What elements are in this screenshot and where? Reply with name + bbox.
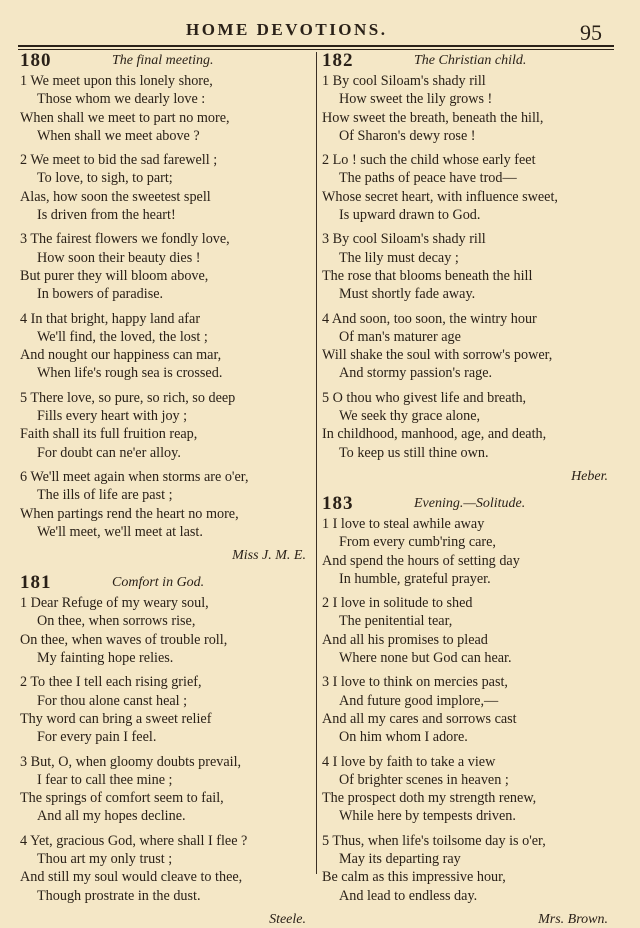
left-column: [20, 52, 310, 928]
verse-line: And future good implore,—: [339, 692, 499, 709]
verse-line: In childhood, manhood, age, and death,: [322, 426, 547, 443]
verse-line: In humble, grateful prayer.: [339, 570, 491, 587]
verse-line: The prospect doth my strength renew,: [322, 790, 537, 807]
verse-line: In bowers of paradise.: [37, 286, 164, 303]
verse-line: Where none but God can hear.: [339, 650, 512, 667]
verse-line: 4 I love by faith to take a view: [322, 753, 496, 770]
hymn: [20, 574, 310, 928]
hymn-author: Mrs. Brown.: [538, 911, 608, 927]
verse-line: The lily must decay ;: [339, 249, 459, 266]
verse: [20, 673, 310, 746]
verse-line: On thee, when waves of trouble roll,: [20, 631, 228, 648]
verse: [322, 515, 612, 588]
page-number: 95: [580, 20, 602, 45]
verse-line: Of Sharon's dewy rose !: [339, 127, 476, 144]
verse-line: Must shortly fade away.: [339, 286, 476, 303]
verse-line: To love, to sigh, to part;: [37, 170, 173, 187]
verse-line: While here by tempests driven.: [339, 808, 516, 825]
verse-line: I fear to call thee mine ;: [37, 771, 173, 788]
verse-line: 2 I love in solitude to shed: [322, 595, 473, 612]
verse-line: 5 O thou who givest life and breath,: [322, 389, 527, 406]
verse: [322, 594, 612, 667]
hymn: [20, 52, 310, 564]
verse-line: 1 Dear Refuge of my weary soul,: [20, 595, 209, 612]
verse-line: May its departing ray: [339, 850, 461, 867]
verse-line: Faith shall its full fruition reap,: [20, 426, 198, 443]
verse: [322, 151, 612, 224]
verse: [20, 230, 310, 303]
hymn-number: 180: [20, 50, 52, 71]
verse-line: My fainting hope relies.: [37, 650, 174, 667]
verse-line: And all my cares and sorrows cast: [322, 710, 517, 727]
verse-line: When partings rend the heart no more,: [20, 505, 239, 522]
verse-line: 1 By cool Siloam's shady rill: [322, 73, 486, 89]
verse-line: And all his promises to plead: [322, 631, 488, 648]
verse-line: Of man's maturer age: [339, 328, 461, 345]
hymn: [322, 492, 612, 928]
hymn-heading: [322, 52, 612, 72]
verse: [322, 230, 612, 303]
verse-line: 2 To thee I tell each rising grief,: [20, 674, 202, 691]
verse-line: How sweet the lily grows !: [339, 91, 493, 108]
verse-line: Of brighter scenes in heaven ;: [339, 771, 509, 788]
verse-line: How sweet the breath, beneath the hill,: [322, 109, 544, 126]
verse-line: Be calm as this impressive hour,: [322, 869, 506, 886]
hymn-number: 181: [20, 572, 52, 594]
verse-line: 6 We'll meet again when storms are o'er,: [20, 468, 249, 485]
page-header: [0, 0, 640, 50]
verse-line: From every cumb'ring care,: [339, 534, 496, 551]
verse-line: We seek thy grace alone,: [339, 408, 481, 425]
verse-line: And nought our happiness can mar,: [20, 347, 222, 364]
verse-line: And stormy passion's rage.: [339, 365, 493, 382]
hymn-heading: [20, 574, 310, 594]
verse: [20, 72, 310, 145]
verse-line: And still my soul would cleave to thee,: [20, 869, 243, 886]
verse-line: Thy word can bring a sweet relief: [20, 710, 212, 727]
verse: [20, 151, 310, 224]
verse-line: On him whom I adore.: [339, 729, 468, 746]
verse: [20, 753, 310, 826]
verse-line: When shall we meet to part no more,: [20, 109, 230, 126]
verse-line: Is upward drawn to God.: [339, 207, 481, 224]
verse-line: 4 Yet, gracious God, where shall I flee ?: [20, 832, 248, 849]
verse: [322, 753, 612, 826]
verse-line: And lead to endless day.: [339, 887, 478, 904]
verse-line: 3 The fairest flowers we fondly love,: [20, 231, 230, 248]
verse: [20, 594, 310, 667]
verse-line: 3 I love to think on mercies past,: [322, 674, 508, 691]
verse-line: Thou art my only trust ;: [37, 850, 173, 867]
verse-line: 5 Thus, when life's toilsome day is o'er,: [322, 832, 546, 849]
verse-line: Those whom we dearly love :: [37, 91, 206, 108]
verse-line: 4 In that bright, happy land afar: [20, 310, 201, 327]
hymn-number: 182: [322, 50, 354, 71]
verse-line: For thou alone canst heal ;: [37, 692, 188, 709]
hymn-title: Evening.—Solitude.: [414, 495, 526, 511]
verse-line: Is driven from the heart!: [37, 207, 176, 224]
hymn-heading: [322, 492, 612, 515]
verse: [20, 468, 310, 541]
verse-line: Will shake the soul with sorrow's power,: [322, 347, 553, 364]
verse-line: How soon their beauty dies !: [37, 249, 201, 266]
verse-line: When life's rough sea is crossed.: [37, 365, 223, 382]
hymn-number: 183: [322, 492, 354, 514]
verse-line: 4 And soon, too soon, the wintry hour: [322, 310, 537, 327]
verse-line: The penitential tear,: [339, 613, 453, 630]
header-rule-thin: [18, 49, 614, 50]
hymn-author: Heber.: [571, 468, 608, 484]
verse: [20, 389, 310, 462]
verse-line: 1 We meet upon this lonely shore,: [20, 73, 213, 89]
verse-line: We'll find, the loved, the lost ;: [37, 328, 208, 345]
verse-line: But purer they will bloom above,: [20, 267, 209, 284]
verse-line: 5 There love, so pure, so rich, so deep: [20, 389, 236, 406]
verse-line: Though prostrate in the dust.: [37, 887, 201, 904]
verse: [20, 310, 310, 383]
verse-line: 1 I love to steal awhile away: [322, 515, 485, 532]
hymn-title: The final meeting.: [112, 53, 214, 68]
verse: [322, 72, 612, 145]
verse: [322, 673, 612, 746]
verse-line: And all my hopes decline.: [37, 808, 186, 825]
verse: [20, 832, 310, 905]
verse-line: The paths of peace have trod—: [339, 170, 517, 187]
verse-line: 3 But, O, when gloomy doubts prevail,: [20, 753, 242, 770]
verse-line: To keep us still thine own.: [339, 444, 489, 461]
verse: [322, 389, 612, 462]
hymn-title: The Christian child.: [414, 53, 527, 68]
hymn-author: Steele.: [269, 911, 306, 927]
verse-line: When shall we meet above ?: [37, 127, 200, 144]
verse-line: For doubt can ne'er alloy.: [37, 444, 181, 461]
verse-line: The ills of life are past ;: [37, 487, 173, 504]
hymn-title: Comfort in God.: [112, 575, 205, 591]
verse: [322, 832, 612, 905]
right-column: [322, 52, 612, 928]
verse-line: 2 Lo ! such the child whose early feet: [322, 152, 536, 169]
verse-line: Alas, how soon the sweetest spell: [20, 188, 211, 205]
column-divider: [316, 52, 317, 874]
verse-line: On thee, when sorrows rise,: [37, 613, 196, 630]
verse-line: 2 We meet to bid the sad farewell ;: [20, 152, 218, 169]
header-rule: [18, 45, 614, 47]
verse-line: The rose that blooms beneath the hill: [322, 267, 533, 284]
hymn-heading: [20, 52, 310, 72]
verse-line: And spend the hours of setting day: [322, 552, 520, 569]
verse-line: Fills every heart with joy ;: [37, 408, 188, 425]
running-title: HOME DEVOTIONS.: [186, 20, 388, 39]
verse-line: 3 By cool Siloam's shady rill: [322, 231, 486, 248]
verse-line: We'll meet, we'll meet at last.: [37, 523, 203, 540]
verse-line: The springs of comfort seem to fail,: [20, 790, 224, 807]
verse-line: Whose secret heart, with influence sweet,: [322, 188, 558, 205]
verse: [322, 310, 612, 383]
verse-line: For every pain I feel.: [37, 729, 157, 746]
hymn: [322, 52, 612, 485]
hymn-author: Miss J. M. E.: [232, 548, 306, 564]
